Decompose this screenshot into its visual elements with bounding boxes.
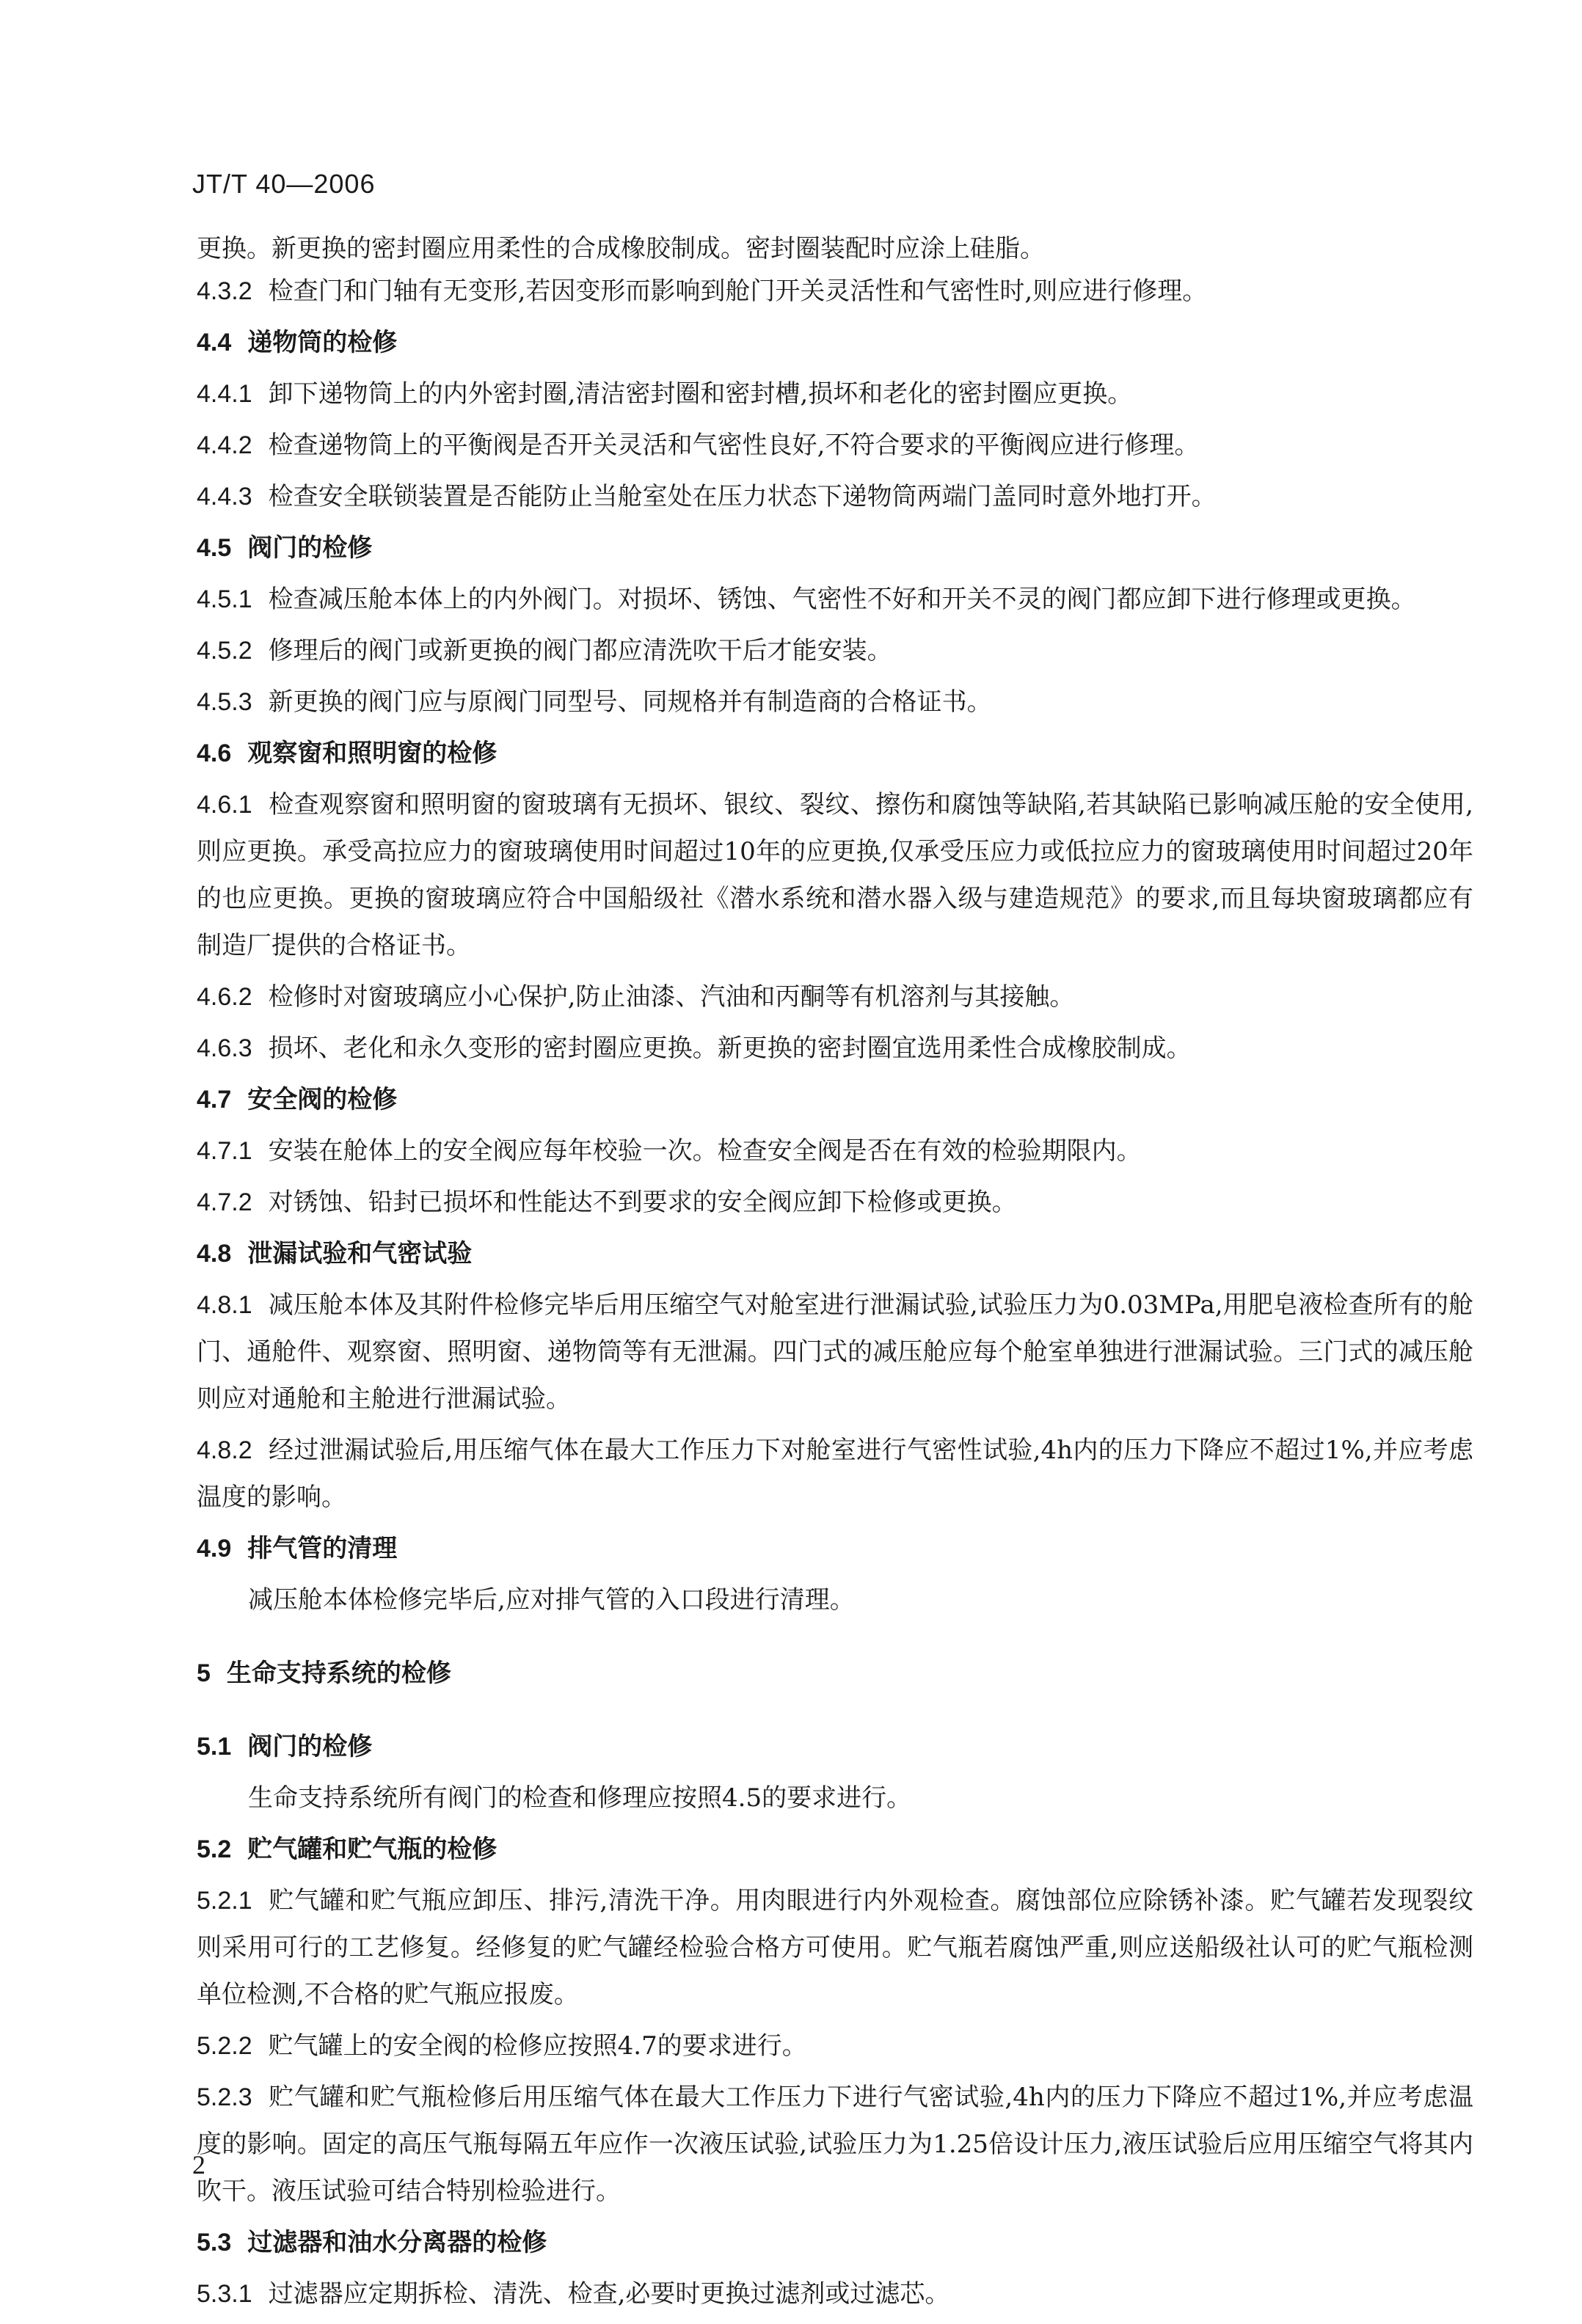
clause-item [197, 629, 1473, 676]
clause-item [197, 2273, 1473, 2320]
section-heading [197, 2221, 1473, 2268]
clause-number: 5.3 [197, 2229, 232, 2257]
clause-number: 4.5 [197, 534, 232, 562]
clause-number: 4.8.2 [197, 1436, 252, 1464]
clause-number: 4.7.1 [197, 1137, 252, 1165]
clause-item [197, 1879, 1473, 2020]
clause-item [197, 2025, 1473, 2072]
section-heading [197, 1078, 1473, 1125]
clause-text: 贮气罐和贮气瓶应卸压、排污,清洗干净。用肉眼进行内外观检查。腐蚀部位应除锈补漆。贮气罐若发现裂纹则采用可行的工艺修复。经修复的贮气罐经检验合格方可使用。贮气瓶若腐蚀严重,则应送船级社认可的贮气瓶检测单位检测,不合格的贮气瓶应报废。 [197, 1886, 1473, 2009]
clause-item [197, 373, 1473, 420]
clause-text: 递物筒的检修 [247, 328, 398, 357]
clause-number: 5.1 [197, 1733, 232, 1761]
clause-number: 4.5.1 [197, 585, 252, 613]
clause-item [197, 270, 1473, 317]
clause-item [197, 783, 1473, 971]
clause-list [197, 270, 1473, 2320]
clause-text: 贮气罐和贮气瓶检修后用压缩气体在最大工作压力下进行气密试验,4h内的压力下降应不超过1%,并应考虑温度的影响。固定的高压气瓶每隔五年应作一次液压试验,试验压力为1.25倍设计压力,液压试验后应用压缩空气将其内吹干。液压试验可结合特别检验进行。 [197, 2083, 1473, 2206]
section-heading [197, 1725, 1473, 1772]
clause-text: 生命支持系统的检修 [226, 1659, 451, 1688]
section-heading [197, 1652, 1473, 1699]
page-number: 2 [192, 2150, 205, 2179]
clause-number: 5.2 [197, 1835, 232, 1863]
section-heading [197, 527, 1473, 574]
clause-number: 4.6.2 [197, 983, 252, 1011]
clause-text: 安全阀的检修 [247, 1085, 398, 1114]
clause-text: 贮气罐和贮气瓶的检修 [247, 1835, 497, 1864]
clause-number: 4.6.3 [197, 1034, 252, 1062]
clause-text: 检查减压舱本体上的内外阀门。对损坏、锈蚀、气密性不好和开关不灵的阀门都应卸下进行修理或更换。 [268, 585, 1416, 614]
clause-text: 新更换的阀门应与原阀门同型号、同规格并有制造商的合格证书。 [268, 687, 992, 717]
clause-text: 过滤器和油水分离器的检修 [247, 2228, 547, 2257]
clause-item [197, 475, 1473, 522]
clause-text: 阀门的检修 [247, 533, 373, 563]
clause-number: 4.5.2 [197, 637, 252, 665]
clause-item [197, 1579, 1473, 1626]
clause-item [197, 976, 1473, 1023]
clause-text: 过滤器应定期拆检、清洗、检查,必要时更换过滤剂或过滤芯。 [268, 2279, 950, 2309]
clause-text: 损坏、老化和永久变形的密封圈应更换。新更换的密封圈宜选用柔性合成橡胶制成。 [268, 1034, 1192, 1063]
clause-text: 检查安全联锁装置是否能防止当舱室处在压力状态下递物筒两端门盖同时意外地打开。 [268, 482, 1217, 511]
clause-number: 4.3.2 [197, 277, 252, 305]
clause-text: 修理后的阀门或新更换的阀门都应清洗吹干后才能安装。 [268, 636, 892, 665]
clause-text: 排气管的清理 [247, 1534, 398, 1563]
clause-text: 生命支持系统所有阀门的检查和修理应按照4.5的要求进行。 [248, 1783, 912, 1813]
clause-text: 检查门和门轴有无变形,若因变形而影响到舱门开关灵活性和气密性时,则应进行修理。 [268, 277, 1208, 306]
clause-item [197, 1284, 1473, 1425]
clause-text: 减压舱本体检修完毕后,应对排气管的入口段进行清理。 [248, 1585, 855, 1615]
clause-text: 检查观察窗和照明窗的窗玻璃有无损坏、银纹、裂纹、擦伤和腐蚀等缺陷,若其缺陷已影响减压舱的安全使用,则应更换。承受高拉应力的窗玻璃使用时间超过10年的应更换,仅承受压应力或低拉应力的窗玻璃使用时间超过20年的也应更换。更换的窗玻璃应符合中国船级社《潜水系统和潜水器入级与建造规范》的要求,而且每块窗玻璃都应有制造厂提供的合格证书。 [197, 790, 1473, 960]
clause-text: 减压舱本体及其附件检修完毕后用压缩空气对舱室进行泄漏试验,试验压力为0.03MPa,用肥皂液检查所有的舱门、通舱件、观察窗、照明窗、递物筒等有无泄漏。四门式的减压舱应每个舱室单独进行泄漏试验。三门式的减压舱则应对通舱和主舱进行泄漏试验。 [197, 1290, 1473, 1414]
clause-number: 4.7 [197, 1086, 232, 1114]
section-heading [197, 732, 1473, 779]
clause-number: 5.2.1 [197, 1887, 252, 1915]
clause-item [197, 424, 1473, 471]
clause-number: 4.6 [197, 739, 232, 767]
clause-text: 安装在舱体上的安全阀应每年校验一次。检查安全阀是否在有效的检验期限内。 [268, 1136, 1142, 1166]
intro-line: 更换。新更换的密封圈应用柔性的合成橡胶制成。密封圈装配时应涂上硅脂。 [197, 234, 1045, 263]
clause-number: 4.4 [197, 329, 232, 357]
clause-text: 贮气罐上的安全阀的检修应按照4.7的要求进行。 [268, 2031, 807, 2061]
clause-number: 5 [197, 1659, 211, 1687]
clause-number: 4.4.2 [197, 431, 252, 459]
clause-number: 4.6.1 [197, 791, 252, 819]
section-heading [197, 1828, 1473, 1875]
clause-text: 卸下递物筒上的内外密封圈,清洁密封圈和密封槽,损坏和老化的密封圈应更换。 [268, 379, 1133, 409]
clause-number: 4.4.1 [197, 380, 252, 408]
clause-text: 检查递物筒上的平衡阀是否开关灵活和气密性良好,不符合要求的平衡阀应进行修理。 [268, 431, 1200, 460]
clause-text: 检修时对窗玻璃应小心保护,防止油漆、汽油和丙酮等有机溶剂与其接触。 [268, 982, 1075, 1012]
section-heading [197, 1527, 1473, 1574]
clause-text: 阀门的检修 [247, 1732, 373, 1761]
clause-item [197, 1181, 1473, 1228]
section-heading [197, 321, 1473, 368]
section-heading [197, 1232, 1473, 1279]
clause-item [197, 578, 1473, 625]
clause-number: 4.8 [197, 1240, 232, 1268]
clause-number: 4.5.3 [197, 688, 252, 716]
clause-text: 观察窗和照明窗的检修 [247, 739, 497, 768]
clause-text: 经过泄漏试验后,用压缩气体在最大工作压力下对舱室进行气密性试验,4h内的压力下降应不超过1%,并应考虑温度的影响。 [197, 1436, 1473, 1512]
clause-number: 4.4.3 [197, 483, 252, 511]
clause-number: 5.2.2 [197, 2032, 252, 2060]
document-body [197, 227, 1473, 2324]
standard-code-header: JT/T 40—2006 [192, 169, 376, 199]
clause-number: 5.3.1 [197, 2280, 252, 2308]
clause-item [197, 1429, 1473, 1523]
section-gap [197, 1703, 1473, 1725]
clause-number: 4.8.1 [197, 1291, 252, 1319]
clause-item [197, 1777, 1473, 1824]
clause-item [197, 1027, 1473, 1074]
section-gap [197, 1630, 1473, 1652]
clause-number: 4.9 [197, 1535, 232, 1563]
clause-number: 5.2.3 [197, 2083, 252, 2111]
clause-item [197, 2076, 1473, 2217]
clause-item [197, 1130, 1473, 1177]
clause-text: 对锈蚀、铅封已损坏和性能达不到要求的安全阀应卸下检修或更换。 [268, 1188, 1017, 1217]
clause-text: 泄漏试验和气密试验 [247, 1239, 473, 1268]
clause-number: 4.7.2 [197, 1188, 252, 1216]
clause-item [197, 681, 1473, 728]
